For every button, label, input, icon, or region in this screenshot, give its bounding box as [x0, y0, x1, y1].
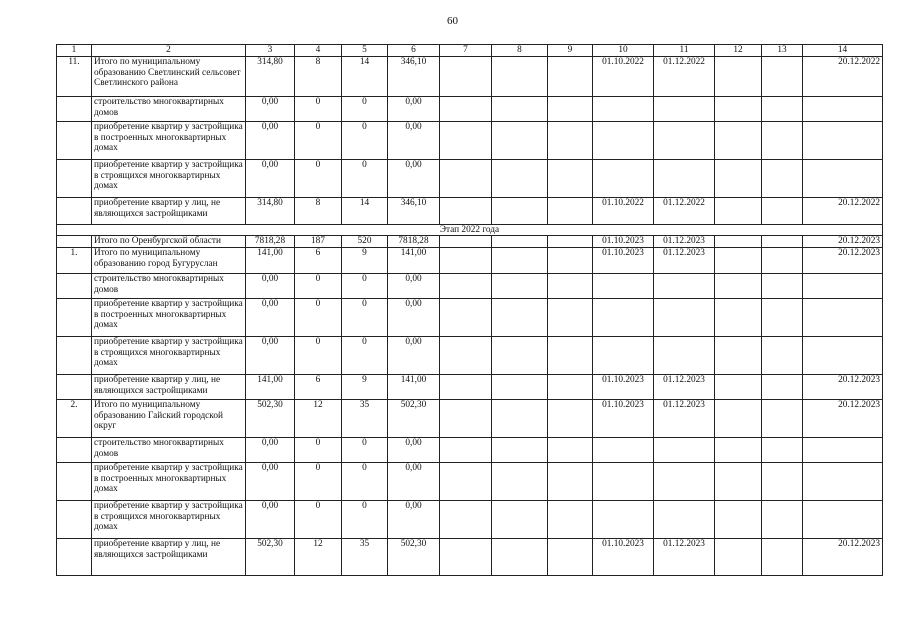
cell: 0,00	[246, 274, 295, 299]
cell: 314,80	[246, 57, 295, 97]
stage-row	[57, 225, 883, 236]
cell: 01.10.2022	[593, 198, 654, 225]
cell: 0	[342, 463, 388, 501]
row-label: приобретение квартир у застройщика в строящихся многоквартирных домах	[92, 501, 246, 539]
cell: 314,80	[246, 198, 295, 225]
table-row	[57, 274, 883, 299]
cell: 0,00	[388, 160, 440, 198]
table-row	[57, 438, 883, 463]
cell: 20.12.2023	[803, 400, 883, 438]
cell: 01.12.2022	[654, 57, 715, 97]
cell	[57, 274, 92, 299]
col-header: 9	[548, 45, 593, 57]
cell: 35	[342, 400, 388, 438]
row-title: Итого по муниципальному образованию Светлинский сельсовет Светлинского района	[92, 57, 246, 97]
col-header: 5	[342, 45, 388, 57]
cell: 6	[295, 248, 342, 274]
cell: 01.12.2023	[654, 539, 715, 576]
cell: 35	[342, 539, 388, 576]
stage-label: Этап 2022 года	[57, 225, 883, 236]
row-label: приобретение квартир у застройщика в построенных многоквартирных домах	[92, 463, 246, 501]
cell: 0,00	[388, 97, 440, 122]
cell: 9	[342, 248, 388, 274]
row-label: приобретение квартир у лиц, не являющихся застройщиками	[92, 539, 246, 576]
cell	[715, 57, 762, 97]
cell	[57, 337, 92, 375]
cell: 520	[342, 236, 388, 248]
cell: 0	[342, 337, 388, 375]
cell: 0,00	[246, 160, 295, 198]
cell: 0,00	[246, 337, 295, 375]
cell: 01.12.2022	[654, 198, 715, 225]
cell: 0	[342, 501, 388, 539]
cell: 0,00	[246, 501, 295, 539]
row-label: строительство многоквартирных домов	[92, 274, 246, 299]
cell: 502,30	[246, 539, 295, 576]
cell: 0	[295, 274, 342, 299]
row-label: приобретение квартир у застройщика в построенных многоквартирных домах	[92, 122, 246, 160]
cell: 141,00	[388, 248, 440, 274]
cell	[57, 501, 92, 539]
cell: 01.12.2023	[654, 375, 715, 400]
col-header: 2	[92, 45, 246, 57]
table-row	[57, 198, 883, 225]
col-header: 12	[715, 45, 762, 57]
cell: 0,00	[246, 438, 295, 463]
cell	[57, 375, 92, 400]
col-header: 13	[762, 45, 803, 57]
cell: 0,00	[388, 463, 440, 501]
region-total-label: Итого по Оренбургской области	[92, 236, 246, 248]
col-header: 14	[803, 45, 883, 57]
cell: 0	[295, 299, 342, 337]
table-row	[57, 299, 883, 337]
col-header: 7	[440, 45, 492, 57]
cell: 01.10.2023	[593, 236, 654, 248]
row-title: Итого по муниципальному образованию город Бугуруслан	[92, 248, 246, 274]
cell: 01.10.2023	[593, 400, 654, 438]
cell: 01.12.2023	[654, 400, 715, 438]
col-header: 4	[295, 45, 342, 57]
cell: 0	[342, 274, 388, 299]
cell: 502,30	[388, 539, 440, 576]
cell: 0,00	[246, 97, 295, 122]
cell: 6	[295, 375, 342, 400]
col-header: 10	[593, 45, 654, 57]
cell: 0	[342, 160, 388, 198]
col-header: 1	[57, 45, 92, 57]
cell: 141,00	[388, 375, 440, 400]
cell	[440, 57, 492, 97]
header-row	[57, 45, 883, 57]
cell: 346,10	[388, 57, 440, 97]
cell: 20.12.2023	[803, 539, 883, 576]
cell	[57, 160, 92, 198]
data-table	[56, 44, 883, 576]
table-row	[57, 400, 883, 438]
cell: 0,00	[388, 299, 440, 337]
cell: 0	[342, 438, 388, 463]
cell	[548, 57, 593, 97]
page-number: 60	[447, 15, 458, 27]
cell: 0,00	[388, 337, 440, 375]
cell: 0,00	[246, 463, 295, 501]
col-header: 8	[492, 45, 548, 57]
cell: 8	[295, 198, 342, 225]
row-title: Итого по муниципальному образованию Гайский городской округ	[92, 400, 246, 438]
cell: 20.12.2022	[803, 57, 883, 97]
row-label: приобретение квартир у лиц, не являющихся застройщиками	[92, 375, 246, 400]
cell: 0	[295, 501, 342, 539]
table-row	[57, 501, 883, 539]
row-label: строительство многоквартирных домов	[92, 438, 246, 463]
cell: 20.12.2023	[803, 248, 883, 274]
cell	[57, 438, 92, 463]
col-header: 11	[654, 45, 715, 57]
table-row	[57, 539, 883, 576]
cell	[57, 299, 92, 337]
row-label: приобретение квартир у застройщика в строящихся многоквартирных домах	[92, 337, 246, 375]
cell: 01.12.2023	[654, 248, 715, 274]
cell	[57, 236, 92, 248]
table-row	[57, 248, 883, 274]
cell: 20.12.2023	[803, 375, 883, 400]
cell: 141,00	[246, 248, 295, 274]
cell: 502,30	[246, 400, 295, 438]
row-label: строительство многоквартирных домов	[92, 97, 246, 122]
cell: 0	[342, 122, 388, 160]
cell: 0	[295, 463, 342, 501]
row-label: приобретение квартир у застройщика в построенных многоквартирных домах	[92, 299, 246, 337]
cell: 01.10.2022	[593, 57, 654, 97]
row-number: 2.	[57, 400, 92, 438]
cell: 20.12.2022	[803, 198, 883, 225]
cell: 0,00	[388, 122, 440, 160]
cell: 0,00	[388, 274, 440, 299]
cell: 12	[295, 539, 342, 576]
table-row	[57, 337, 883, 375]
table-row	[57, 97, 883, 122]
cell: 9	[342, 375, 388, 400]
cell: 0	[342, 97, 388, 122]
table-row	[57, 160, 883, 198]
cell: 0,00	[388, 501, 440, 539]
cell: 20.12.2023	[803, 236, 883, 248]
cell: 0	[295, 160, 342, 198]
cell: 0	[295, 122, 342, 160]
cell	[57, 198, 92, 225]
cell: 14	[342, 57, 388, 97]
cell: 141,00	[246, 375, 295, 400]
cell: 0,00	[246, 299, 295, 337]
cell: 8	[295, 57, 342, 97]
cell	[57, 539, 92, 576]
table-row	[57, 463, 883, 501]
cell: 0	[295, 337, 342, 375]
cell	[57, 97, 92, 122]
cell: 01.10.2023	[593, 539, 654, 576]
cell: 7818,28	[246, 236, 295, 248]
cell	[57, 122, 92, 160]
cell: 0	[295, 438, 342, 463]
col-header: 6	[388, 45, 440, 57]
cell: 0,00	[246, 122, 295, 160]
cell: 0,00	[388, 438, 440, 463]
cell: 0	[342, 299, 388, 337]
table-row	[57, 236, 883, 248]
cell: 01.10.2023	[593, 375, 654, 400]
table-row	[57, 122, 883, 160]
col-header: 3	[246, 45, 295, 57]
row-label: приобретение квартир у застройщика в строящихся многоквартирных домах	[92, 160, 246, 198]
table-row	[57, 57, 883, 97]
row-number: 11.	[57, 57, 92, 97]
cell: 187	[295, 236, 342, 248]
cell: 7818,28	[388, 236, 440, 248]
cell: 12	[295, 400, 342, 438]
cell: 0	[295, 97, 342, 122]
cell	[57, 463, 92, 501]
table-row	[57, 375, 883, 400]
cell: 346,10	[388, 198, 440, 225]
row-number: 1.	[57, 248, 92, 274]
cell	[762, 57, 803, 97]
cell: 01.12.2023	[654, 236, 715, 248]
cell: 502,30	[388, 400, 440, 438]
cell: 01.10.2023	[593, 248, 654, 274]
cell	[492, 57, 548, 97]
row-label: приобретение квартир у лиц, не являющихся застройщиками	[92, 198, 246, 225]
cell: 14	[342, 198, 388, 225]
